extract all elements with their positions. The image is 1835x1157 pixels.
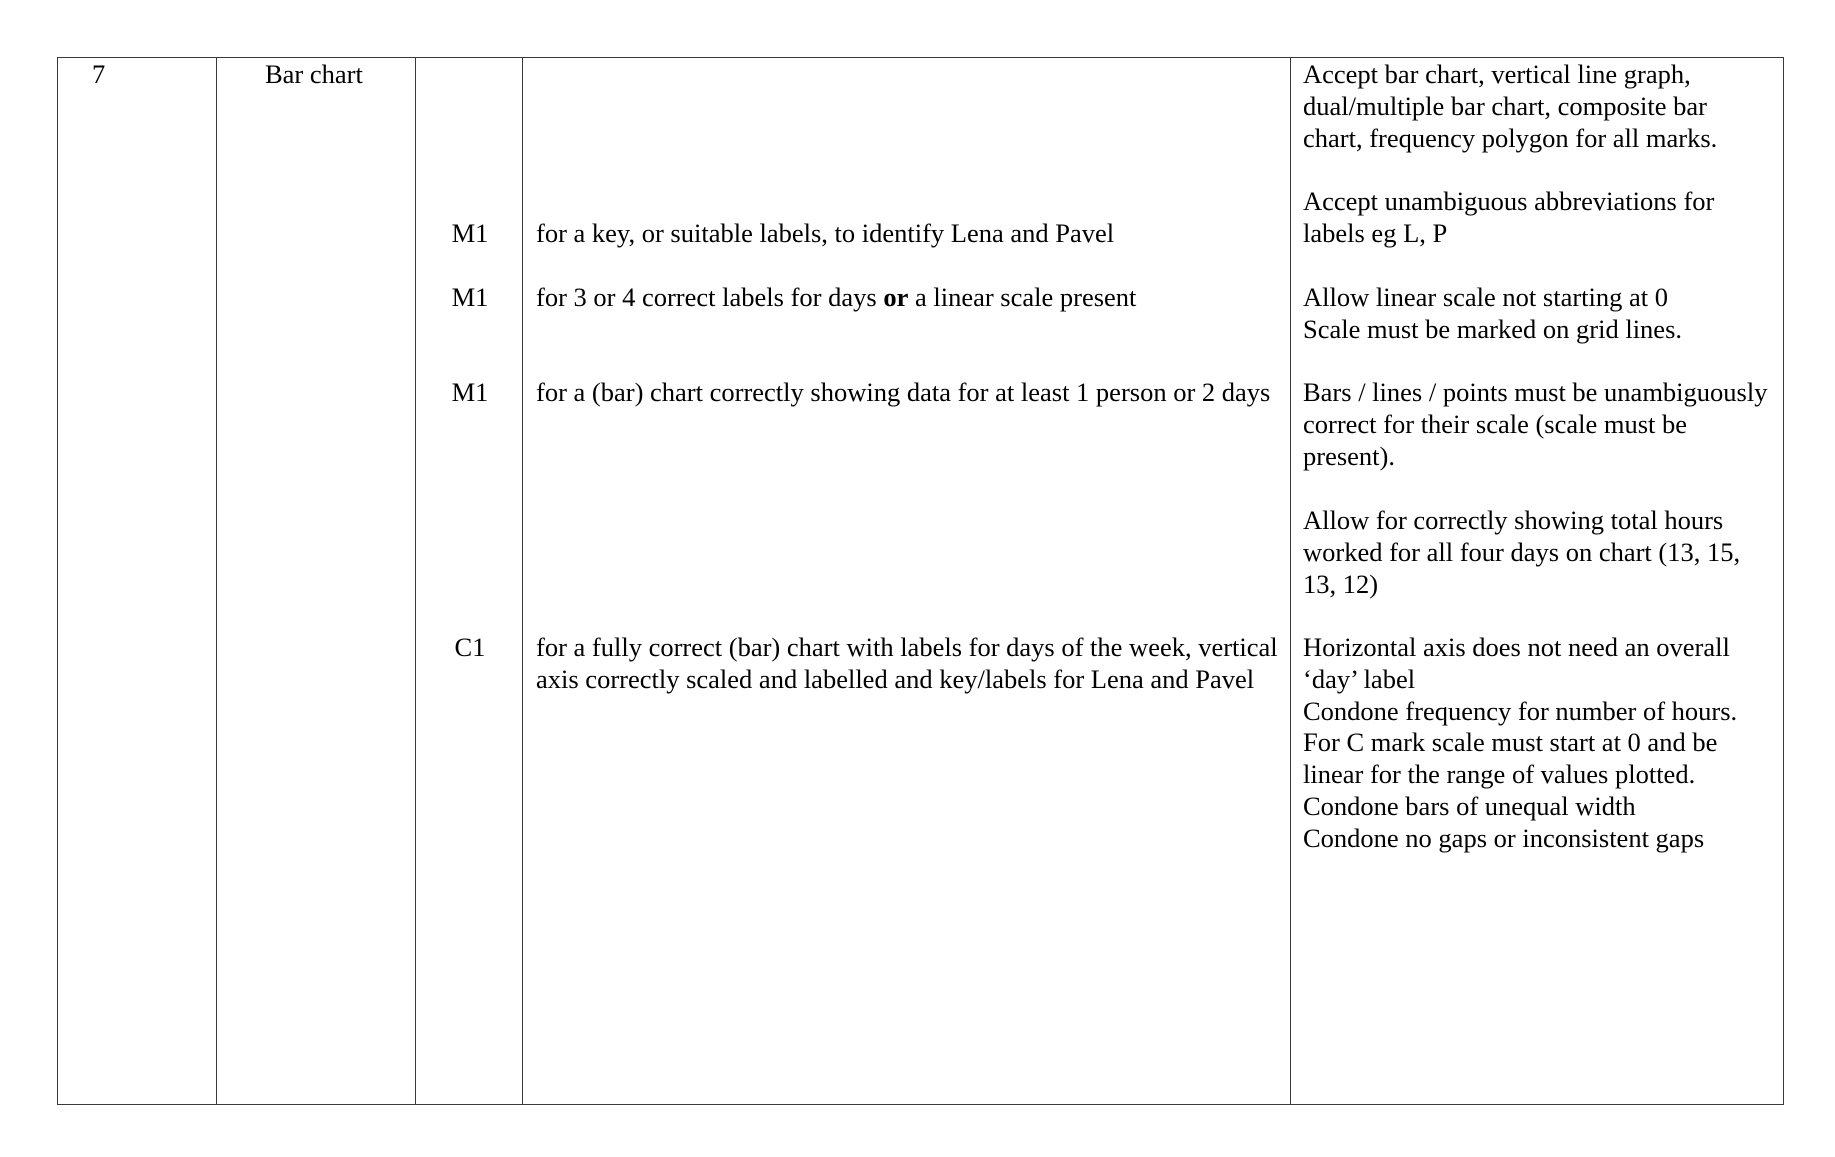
mark-code-4: C1 bbox=[454, 632, 486, 662]
mark-criterion-3: for a (bar) chart correctly showing data for at least 1 person or 2 days bbox=[536, 377, 1271, 407]
guidance-bars-correct: Bars / lines / points must be unambiguously correct for their scale (scale must be present). bbox=[1303, 377, 1768, 471]
guidance-c-mark: Horizontal axis does not need an overall ‘day’ label Condone frequency for number of hours. For C mark scale must start at 0 and be linear for the range of values plotted. Condone bars of unequal width Condone no gaps or inconsistent gaps bbox=[1303, 632, 1738, 853]
mark-code-1: M1 bbox=[451, 218, 489, 248]
column-divider-3 bbox=[522, 57, 523, 1105]
guidance-linear-scale: Allow linear scale not starting at 0 Scale must be marked on grid lines. bbox=[1303, 282, 1683, 344]
column-divider-4 bbox=[1290, 57, 1291, 1105]
mark-code-2: M1 bbox=[451, 282, 489, 312]
guidance-abbreviations: Accept unambiguous abbreviations for labels eg L, P bbox=[1303, 186, 1715, 248]
column-divider-1 bbox=[216, 57, 217, 1105]
column-divider-2 bbox=[415, 57, 416, 1105]
question-topic: Bar chart bbox=[265, 59, 363, 89]
criterion-bold-or: or bbox=[883, 282, 909, 312]
mark-criterion-4: for a fully correct (bar) chart with labels for days of the week, vertical axis correctly scaled and labelled and key/labels for Lena and Pavel bbox=[536, 632, 1278, 694]
mark-criterion-2: for 3 or 4 correct labels for days or a linear scale present bbox=[536, 282, 1137, 312]
question-number: 7 bbox=[92, 59, 106, 89]
mark-criterion-1: for a key, or suitable labels, to identify Lena and Pavel bbox=[536, 218, 1115, 248]
mark-code-3: M1 bbox=[451, 377, 489, 407]
guidance-total-hours: Allow for correctly showing total hours worked for all four days on chart (13, 15, 13, 12) bbox=[1303, 505, 1741, 599]
guidance-accepted-charts: Accept bar chart, vertical line graph, dual/multiple bar chart, composite bar chart, frequency polygon for all marks. bbox=[1303, 59, 1718, 153]
